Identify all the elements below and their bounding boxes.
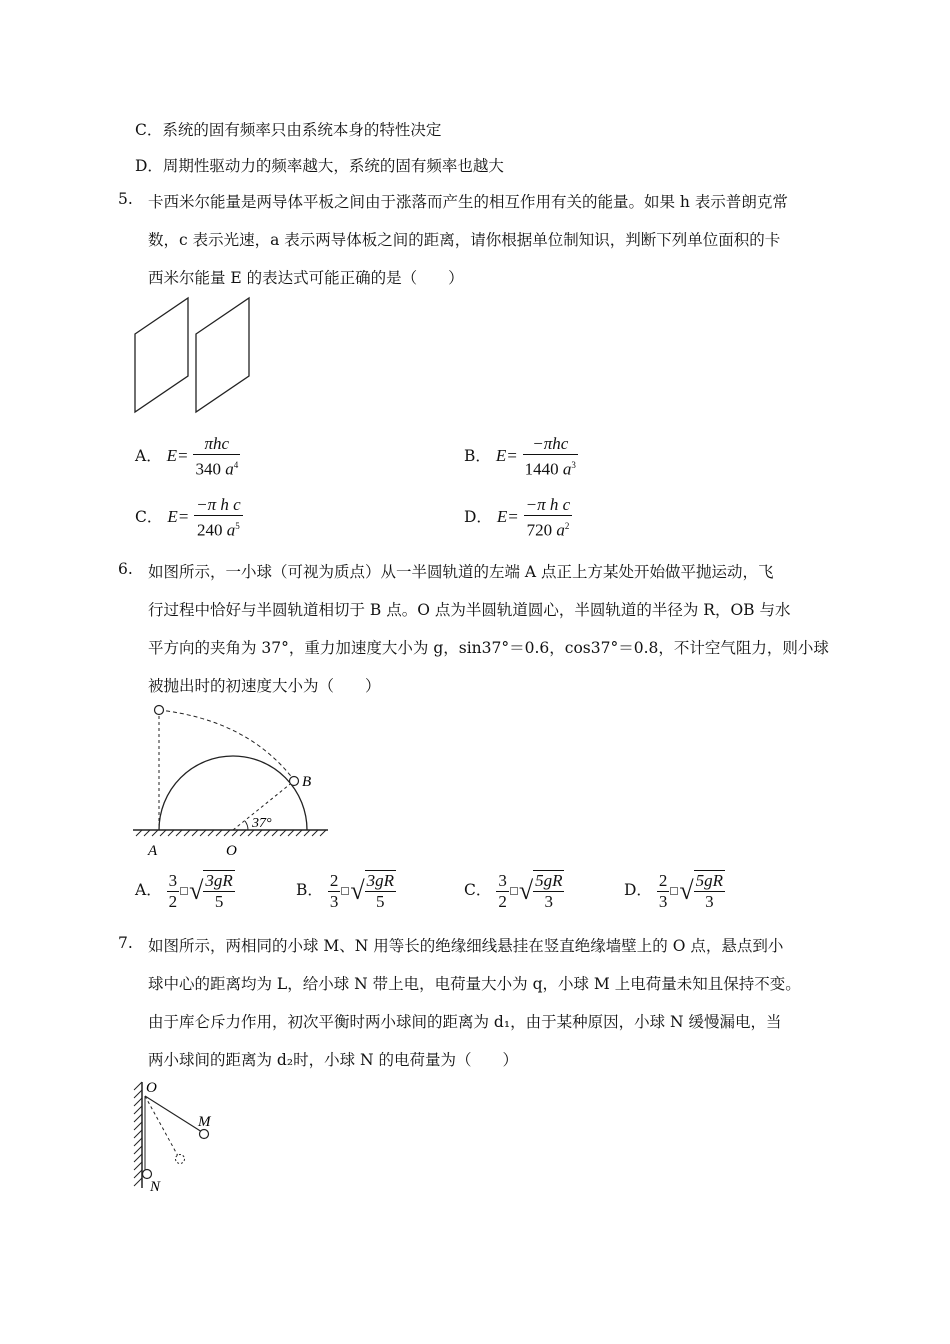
q5-option-a: A． E= $\frac{\text{πhc}}{340 a^4}$: [135, 434, 239, 479]
string-m: [145, 1096, 202, 1132]
q7-text-line1: 如图所示，两相同的小球 M、N 用等长的绝缘细线悬挂在竖直绝缘墙壁上的 O 点，悬点到小: [148, 937, 784, 955]
q6-option-a: A． $\frac{3}{2}$ √ $\frac{3gR}{5}$: [135, 870, 233, 911]
q5-option-d: D． E= $\frac{\text{−π h c}}{720 a^2}$: [464, 495, 571, 540]
q6-text-line1: 如图所示，一小球（可视为质点）从一半圆轨道的左端 A 点正上方某处开始做平抛运动，飞: [148, 563, 774, 581]
trajectory-curve: [159, 710, 294, 780]
q7-hanging-balls-figure: [128, 1076, 228, 1196]
q7-text-line3: 由于库仑斥力作用，初次平衡时两小球间的距离为 d₁，由于某种原因，小球 N 缓慢漏电，当: [148, 1013, 782, 1031]
ball-start: [155, 706, 164, 715]
ball-b: [290, 777, 299, 786]
q5-option-c: C． E= $\frac{\text{−π h c}}{240 a^5}$: [135, 495, 241, 540]
q5-option-b: B． E= $\frac{\text{−πhc}}{1440 a^3}$: [464, 434, 576, 479]
q5-text-line2: 数，c 表示光速，a 表示两导体板之间的距离，请你根据单位制知识，判断下列单位面积的卡: [148, 231, 781, 249]
q5-number: 5.: [118, 190, 133, 208]
semicircle-track: [159, 756, 307, 830]
q6-option-d: D． $\frac{2}{3}$ √ $\frac{5gR}{3}$: [624, 870, 724, 911]
q6-text-line2: 行过程中恰好与半圆轨道相切于 B 点。O 点为半圆轨道圆心，半圆轨道的半径为 R，OB 与水: [148, 601, 791, 619]
ball-m-dashed: [176, 1155, 185, 1164]
label-o: O: [146, 1080, 157, 1096]
q7-text-line4: 两小球间的距离为 d₂时，小球 N 的电荷量为（ ）: [148, 1051, 518, 1069]
label-b: B: [302, 774, 312, 790]
label-angle: 37°: [252, 816, 272, 831]
q6-text-line3: 平方向的夹角为 37°，重力加速度大小为 g，sin37°＝0.6，cos37°＝0.8，不计空气阻力，则小球: [148, 639, 829, 657]
q4-option-d: D．周期性驱动力的频率越大，系统的固有频率也越大: [135, 157, 504, 175]
label-a: A: [148, 843, 158, 859]
q6-option-c: C． $\frac{3}{2}$ √ $\frac{5gR}{3}$: [464, 870, 563, 911]
q6-number: 6.: [118, 560, 133, 578]
label-o: O: [226, 843, 237, 859]
q6-semicircle-track-figure: [128, 700, 338, 862]
q6-text-line4: 被抛出时的初速度大小为（ ）: [148, 677, 381, 695]
q4-option-c: C．系统的固有频率只由系统本身的特性决定: [135, 121, 442, 139]
q6-option-b: B． $\frac{2}{3}$ √ $\frac{3gR}{5}$: [296, 870, 394, 911]
q7-text-line2: 球中心的距离均为 L，给小球 N 带上电，电荷量大小为 q，小球 M 上电荷量未知且保持不变。: [148, 975, 801, 993]
label-n: N: [150, 1179, 161, 1195]
ball-m: [200, 1130, 209, 1139]
q5-text-line1: 卡西米尔能量是两导体平板之间由于涨落而产生的相互作用有关的能量。如果 h 表示普朗克常: [148, 193, 788, 211]
plate-right: [196, 298, 249, 412]
q5-text-line3: 西米尔能量 E 的表达式可能正确的是（ ）: [148, 269, 464, 287]
label-m: M: [198, 1114, 211, 1130]
q7-number: 7.: [118, 934, 133, 952]
ball-n: [143, 1170, 152, 1179]
plate-left: [135, 298, 188, 412]
q5-parallel-plates-figure: [130, 292, 260, 416]
